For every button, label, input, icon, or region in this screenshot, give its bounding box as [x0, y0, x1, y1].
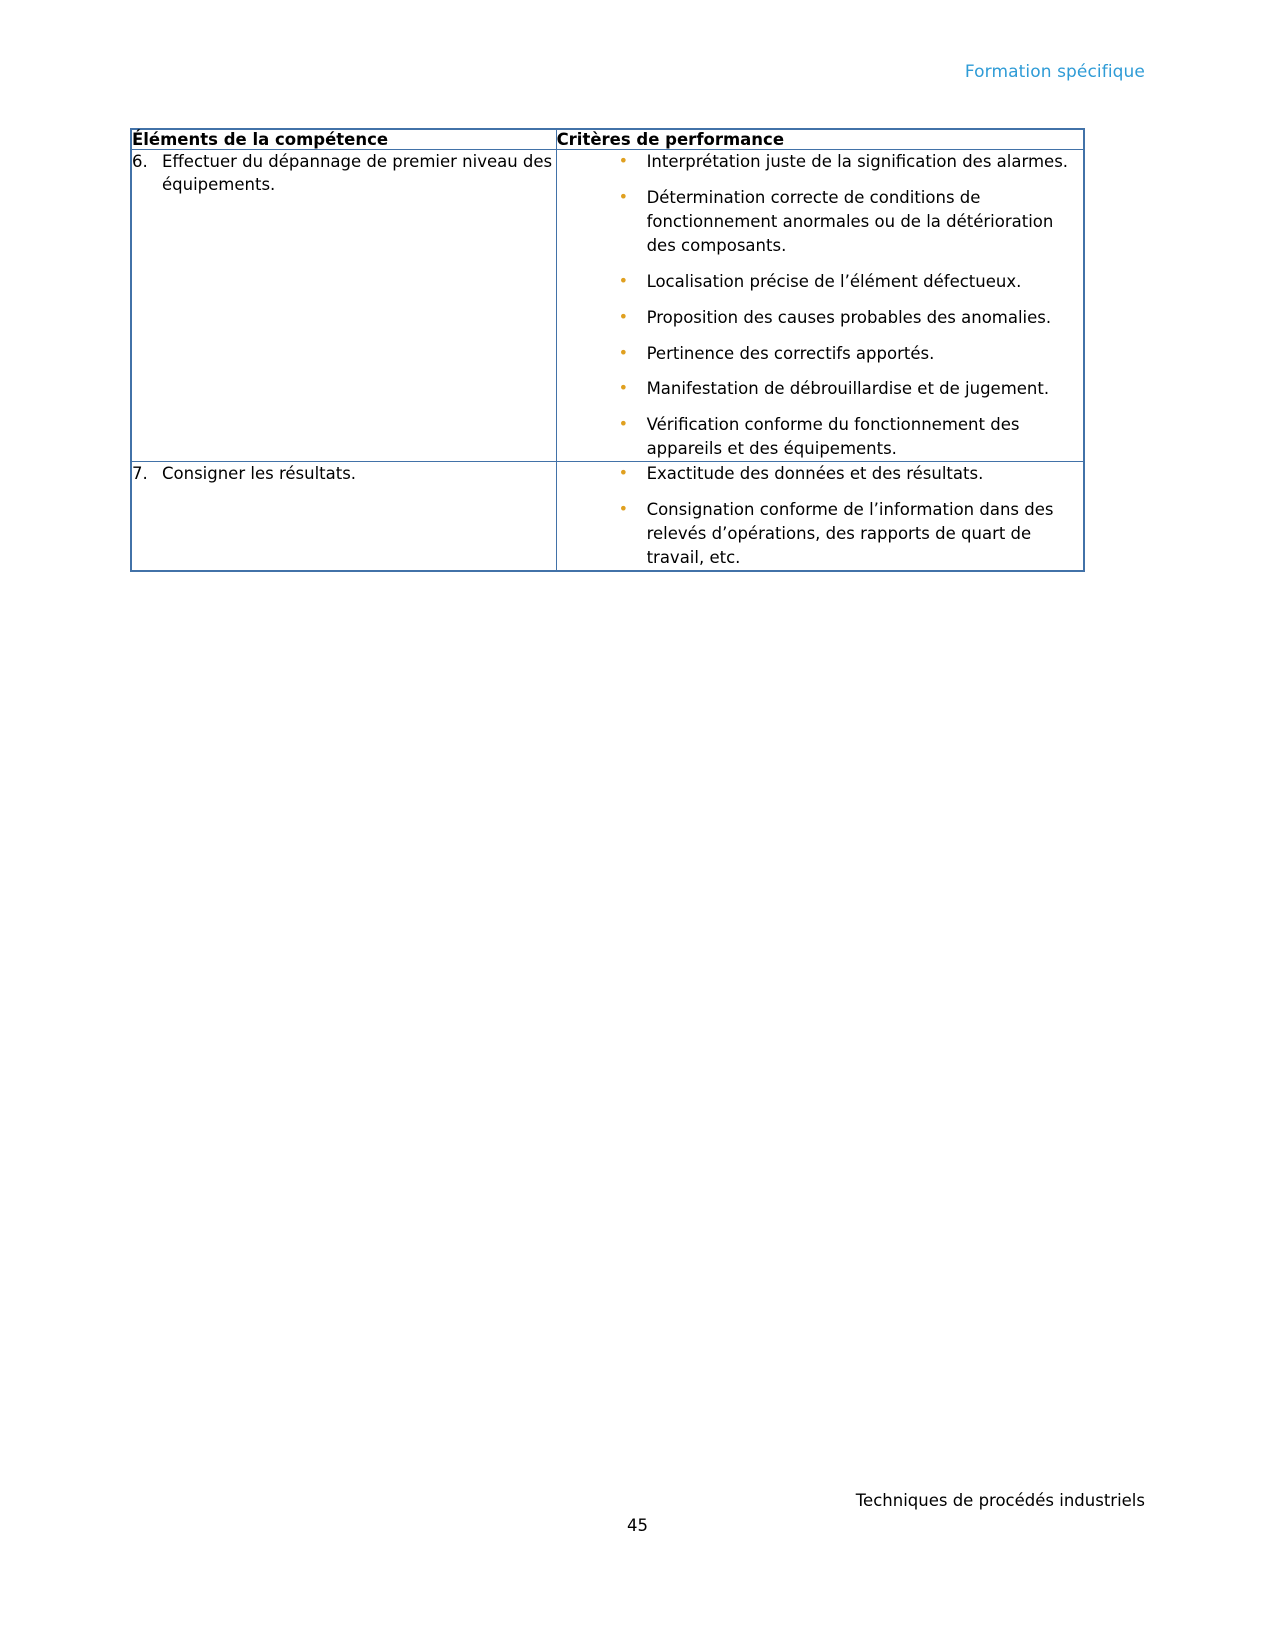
element-text: Effectuer du dépannage de premier niveau des équipements. — [162, 152, 553, 195]
bullet-icon: • — [618, 270, 628, 290]
list-item — [557, 462, 1083, 486]
bullet-icon: • — [618, 378, 628, 398]
list-item — [557, 413, 1083, 461]
criteria-list — [557, 150, 1083, 461]
element-number: 7. — [132, 464, 148, 484]
column-header-criteria: Critères de performance — [556, 129, 1084, 150]
criterion-text: Pertinence des correctifs apportés. — [646, 343, 935, 363]
bullet-icon: • — [618, 463, 628, 483]
bullet-icon: • — [618, 499, 628, 519]
criterion-text: Consignation conforme de l’information dans des relevés d’opérations, des rapports de quart de travail, etc. — [646, 500, 1054, 567]
list-item — [557, 150, 1083, 174]
criteria-cell — [556, 462, 1084, 571]
table-row — [131, 150, 1084, 462]
criterion-text: Vérification conforme du fonctionnement des appareils et des équipements. — [646, 415, 1020, 459]
bullet-icon: • — [618, 414, 628, 434]
element-number: 6. — [132, 152, 148, 171]
table-header-row — [131, 129, 1084, 150]
list-item — [557, 306, 1083, 330]
criteria-list — [557, 462, 1083, 570]
list-item — [557, 498, 1083, 570]
table-row — [131, 462, 1084, 571]
footer-page-number: 45 — [627, 1516, 648, 1535]
bullet-icon: • — [618, 186, 628, 206]
list-item — [557, 186, 1083, 258]
element-text: Consigner les résultats. — [162, 464, 357, 484]
element-cell — [131, 462, 556, 571]
bullet-icon: • — [618, 151, 628, 170]
column-header-elements: Éléments de la compétence — [131, 129, 556, 150]
criteria-cell — [556, 150, 1084, 462]
list-item — [557, 342, 1083, 366]
bullet-icon: • — [618, 342, 628, 362]
footer-program-label: Techniques de procédés industriels — [855, 1491, 1145, 1510]
bullet-icon: • — [618, 306, 628, 326]
criterion-text: Proposition des causes probables des anomalies. — [646, 307, 1052, 327]
page-header-label: Formation spécifique — [964, 62, 1145, 82]
criterion-text: Interprétation juste de la signification des alarmes. — [646, 152, 1069, 171]
criterion-text: Détermination correcte de conditions de fonctionnement anormales ou de la détérioration des composants. — [646, 187, 1054, 255]
list-item — [557, 270, 1083, 294]
criterion-text: Localisation précise de l’élément défectueux. — [646, 271, 1022, 291]
list-item — [557, 377, 1083, 401]
criterion-text: Manifestation de débrouillardise et de jugement. — [646, 379, 1050, 399]
element-cell — [131, 150, 556, 462]
competency-table — [130, 128, 1085, 572]
criterion-text: Exactitude des données et des résultats. — [646, 464, 984, 484]
